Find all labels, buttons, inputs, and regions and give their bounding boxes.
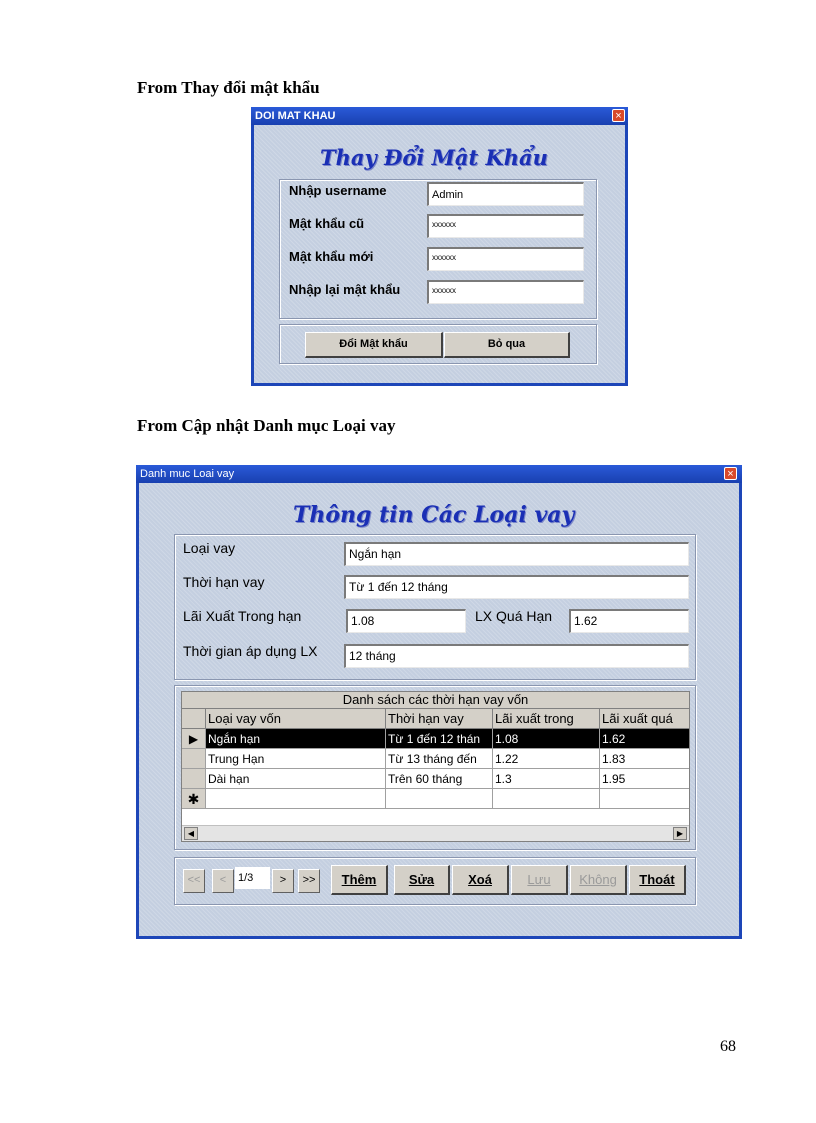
lx-qua-han-field[interactable]: 1.62: [569, 609, 689, 633]
table-cell[interactable]: [600, 789, 690, 809]
column-header[interactable]: Thời hạn vay: [386, 709, 493, 729]
caption-change-password: From Thay đổi mật khẩu: [137, 78, 320, 97]
exit-button-label: Thoát: [639, 872, 675, 887]
table-cell[interactable]: 1.22: [493, 749, 600, 769]
first-record-button[interactable]: <<: [183, 869, 205, 893]
edit-button-label: Sửa: [408, 872, 435, 887]
new-password-field[interactable]: xxxxxx: [427, 247, 584, 271]
loan-category-window-title: Danh muc Loai vay: [140, 468, 235, 480]
table-row[interactable]: [182, 749, 689, 769]
row-selector[interactable]: [182, 769, 206, 789]
loan-category-window: [136, 465, 742, 939]
table-cell[interactable]: [386, 789, 493, 809]
record-position: 1/3: [235, 867, 270, 889]
close-icon[interactable]: ×: [724, 467, 737, 480]
new-row-asterisk-icon: ✱: [182, 789, 206, 809]
delete-button-label: Xoá: [468, 872, 492, 887]
last-record-button[interactable]: >>: [298, 869, 320, 893]
table-cell[interactable]: Từ 13 tháng đến: [386, 749, 493, 769]
row-pointer-icon: ▶: [182, 729, 206, 749]
loan-data-grid[interactable]: [181, 691, 690, 842]
old-password-field[interactable]: xxxxxx: [427, 214, 584, 238]
table-cell[interactable]: Từ 1 đến 12 thán: [386, 729, 493, 749]
save-button-label: Lưu: [527, 872, 551, 887]
row-selector[interactable]: [182, 749, 206, 769]
table-cell[interactable]: Trên 60 tháng: [386, 769, 493, 789]
new-record-row[interactable]: [182, 789, 689, 809]
add-button-label: Thêm: [341, 872, 377, 887]
cancel-edit-button[interactable]: [570, 865, 627, 895]
new-password-label: Mật khẩu mới: [289, 249, 374, 264]
loan-category-titlebar: [136, 465, 742, 483]
table-cell[interactable]: Ngắn hạn: [206, 729, 386, 749]
table-cell[interactable]: 1.3: [493, 769, 600, 789]
horizontal-scrollbar[interactable]: [182, 825, 689, 842]
username-label: Nhập username: [289, 183, 387, 198]
lai-xuat-field[interactable]: 1.08: [346, 609, 466, 633]
exit-button[interactable]: [629, 865, 686, 895]
table-cell[interactable]: 1.08: [493, 729, 600, 749]
lx-qua-han-label: LX Quá Hạn: [475, 608, 553, 624]
caption-loan-category: From Cập nhật Danh mục Loại vay: [137, 416, 396, 435]
thoi-han-vay-label: Thời hạn vay: [183, 574, 265, 590]
change-password-titlebar: [251, 107, 628, 125]
change-password-client: [254, 125, 625, 383]
cancel-button[interactable]: Bỏ qua: [444, 332, 570, 358]
table-cell[interactable]: Trung Hạn: [206, 749, 386, 769]
column-header[interactable]: Lãi xuất trong: [493, 709, 600, 729]
scroll-right-icon[interactable]: ▶: [673, 827, 687, 840]
table-cell[interactable]: [493, 789, 600, 809]
next-record-button[interactable]: >: [272, 869, 294, 893]
loai-vay-field[interactable]: Ngắn hạn: [344, 542, 689, 566]
table-row[interactable]: [182, 769, 689, 789]
close-icon[interactable]: ×: [612, 109, 625, 122]
table-cell[interactable]: Dài hạn: [206, 769, 386, 789]
change-password-button[interactable]: Đổi Mật khẩu: [305, 332, 443, 358]
lai-xuat-label: Lãi Xuất Trong hạn: [183, 608, 302, 624]
cancel-edit-button-label: Không: [579, 872, 617, 887]
thoi-gian-ap-dung-label: Thời gian áp dụng LX: [183, 643, 318, 659]
confirm-password-field[interactable]: xxxxxx: [427, 280, 584, 304]
row-selector-header: [182, 709, 206, 729]
previous-record-button[interactable]: <: [212, 869, 234, 893]
save-button[interactable]: [511, 865, 568, 895]
table-cell[interactable]: 1.95: [600, 769, 690, 789]
loan-category-client: [139, 483, 739, 936]
table-cell[interactable]: 1.62: [600, 729, 690, 749]
column-header[interactable]: Loại vay vốn: [206, 709, 386, 729]
loai-vay-label: Loại vay: [183, 540, 236, 556]
change-password-window-title: DOI MAT KHAU: [255, 110, 336, 122]
grid-caption: Danh sách các thời hạn vay vốn: [182, 692, 689, 709]
loan-category-heading: Thông tin Các Loại vay: [293, 502, 575, 528]
scroll-left-icon[interactable]: ◀: [184, 827, 198, 840]
add-button[interactable]: [331, 865, 388, 895]
thoi-han-vay-field[interactable]: Từ 1 đến 12 tháng: [344, 575, 689, 599]
edit-button[interactable]: [394, 865, 450, 895]
page-number: 68: [720, 1038, 736, 1055]
grid-header-row: [182, 709, 689, 729]
column-header[interactable]: Lãi xuất quá: [600, 709, 690, 729]
change-password-heading: Thay Đổi Mật Khẩu: [320, 145, 548, 170]
table-row[interactable]: [182, 729, 689, 749]
table-cell[interactable]: [206, 789, 386, 809]
username-field[interactable]: Admin: [427, 182, 584, 206]
thoi-gian-ap-dung-field[interactable]: 12 tháng: [344, 644, 689, 668]
old-password-label: Mật khẩu cũ: [289, 216, 365, 231]
table-cell[interactable]: 1.83: [600, 749, 690, 769]
delete-button[interactable]: [452, 865, 509, 895]
confirm-password-label: Nhập lại mật khẩu: [289, 282, 401, 297]
change-password-window: [251, 107, 628, 386]
